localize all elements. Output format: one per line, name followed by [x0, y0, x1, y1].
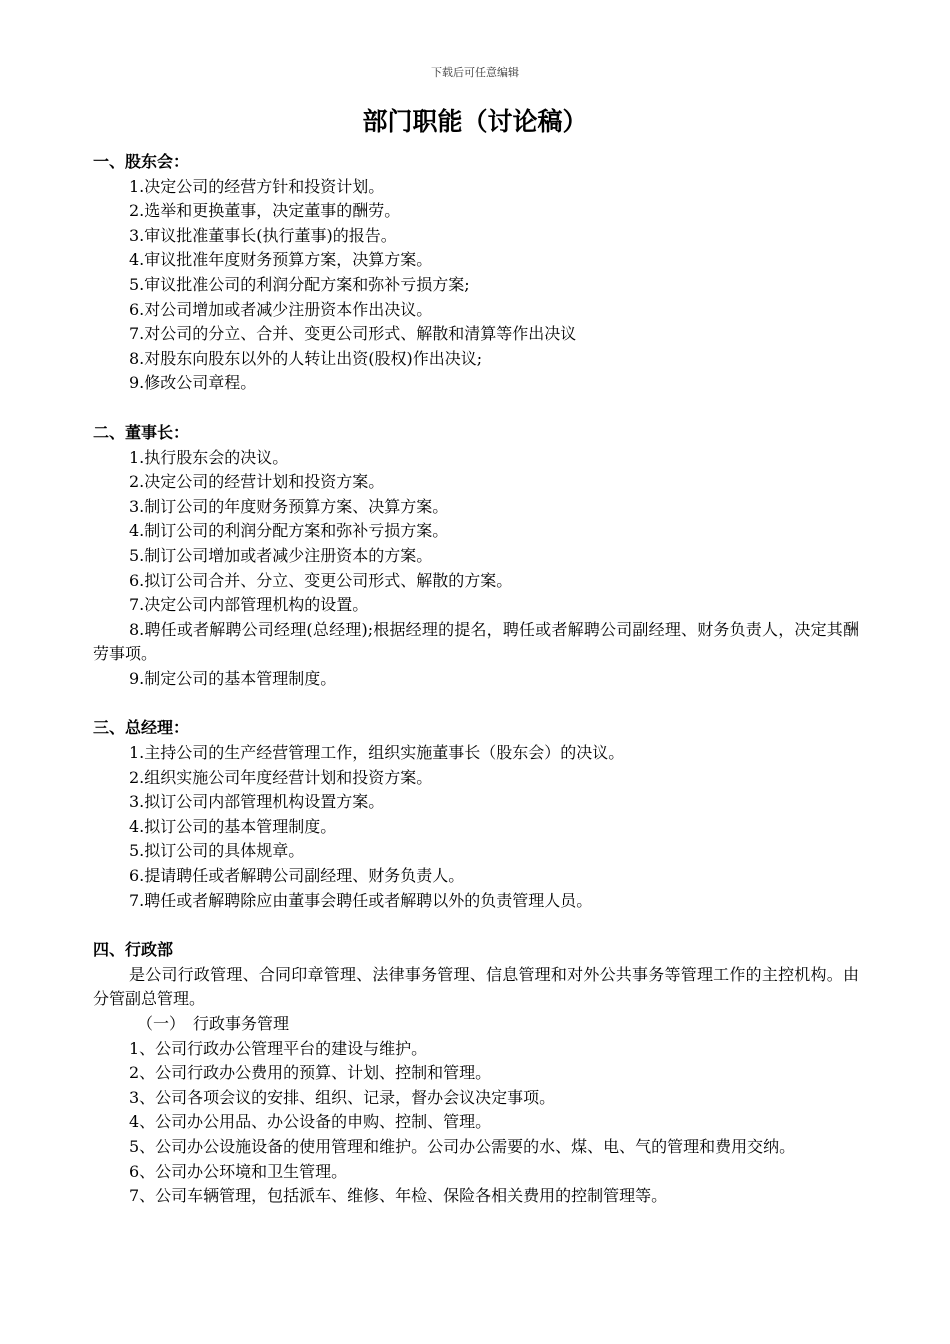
list-item: 1、公司行政办公管理平台的建设与维护。	[129, 1038, 428, 1058]
list-item: 4.制订公司的利润分配方案和弥补亏损方案。	[129, 521, 449, 541]
list-item: 7.决定公司内部管理机构的设置。	[129, 595, 369, 615]
list-item: 1.决定公司的经营方针和投资计划。	[129, 176, 385, 196]
section-heading: 三、总经理：	[93, 718, 190, 738]
list-item: 6、公司办公环境和卫生管理。	[129, 1161, 348, 1181]
list-item: 5、公司办公设施设备的使用管理和维护。公司办公需要的水、煤、电、气的管理和费用交纳。	[129, 1136, 796, 1156]
section-heading: 四、行政部	[93, 940, 174, 960]
list-item: 5.制订公司增加或者减少注册资本的方案。	[129, 545, 433, 565]
list-item: 2.组织实施公司年度经营计划和投资方案。	[129, 767, 433, 787]
list-item: 4、公司办公用品、办公设备的申购、控制、管理。	[129, 1112, 492, 1132]
list-item: 6.拟订公司合并、分立、变更公司形式、解散的方案。	[129, 570, 513, 590]
section-intro: 是公司行政管理、合同印章管理、法律事务管理、信息管理和对外公共事务等管理工作的主控机构。由分管副总管理。	[93, 964, 859, 1009]
list-item: 2.选举和更换董事，决定董事的酬劳。	[129, 201, 401, 221]
list-item: 2.决定公司的经营计划和投资方案。	[129, 472, 385, 492]
subsection-heading: （一） 行政事务管理	[137, 1014, 290, 1033]
list-item: 4.拟订公司的基本管理制度。	[129, 816, 337, 836]
list-item: 9.制定公司的基本管理制度。	[129, 668, 337, 688]
list-item: 3.审议批准董事长(执行董事)的报告。	[129, 225, 397, 245]
list-item: 3、公司各项会议的安排、组织、记录，督办会议决定事项。	[129, 1087, 556, 1107]
document-title: 部门职能（讨论稿）	[362, 107, 588, 136]
list-item: 9.修改公司章程。	[129, 373, 257, 393]
list-item: 8.聘任或者解聘公司经理(总经理);根据经理的提名，聘任或者解聘公司副经理、财务负责人，决定其酬劳事项。	[93, 619, 859, 664]
list-item: 7.对公司的分立、合并、变更公司形式、解散和清算等作出决议	[129, 324, 577, 344]
list-item: 5.拟订公司的具体规章。	[129, 841, 305, 861]
list-item: 5.审议批准公司的利润分配方案和弥补亏损方案;	[129, 274, 470, 294]
list-item: 7、公司车辆管理，包括派车、维修、年检、保险各相关费用的控制管理等。	[129, 1186, 668, 1206]
section-administration-dept	[93, 938, 859, 1209]
list-item: 4.审议批准年度财务预算方案，决算方案。	[129, 250, 433, 270]
section-shareholders-meeting	[93, 150, 859, 396]
list-item: 1.执行股东会的决议。	[129, 447, 289, 467]
document-body	[93, 150, 859, 1209]
section-heading: 二、董事长：	[93, 422, 190, 442]
section-general-manager	[93, 716, 859, 913]
list-item: 1.主持公司的生产经营管理工作，组织实施董事长（股东会）的决议。	[129, 743, 625, 763]
section-chairman	[93, 421, 859, 692]
section-heading: 一、股东会：	[93, 152, 190, 171]
list-item: 3.拟订公司内部管理机构设置方案。	[129, 792, 385, 812]
list-item: 6.提请聘任或者解聘公司副经理、财务负责人。	[129, 866, 465, 886]
list-item: 2、公司行政办公费用的预算、计划、控制和管理。	[129, 1063, 492, 1083]
list-item: 3.制订公司的年度财务预算方案、决算方案。	[129, 496, 449, 516]
list-item: 6.对公司增加或者减少注册资本作出决议。	[129, 299, 433, 319]
list-item: 7.聘任或者解聘除应由董事会聘任或者解聘以外的负责管理人员。	[129, 890, 593, 910]
list-item: 8.对股东向股东以外的人转让出资(股权)作出决议;	[129, 348, 483, 368]
header-note: 下载后可任意编辑	[431, 66, 519, 79]
